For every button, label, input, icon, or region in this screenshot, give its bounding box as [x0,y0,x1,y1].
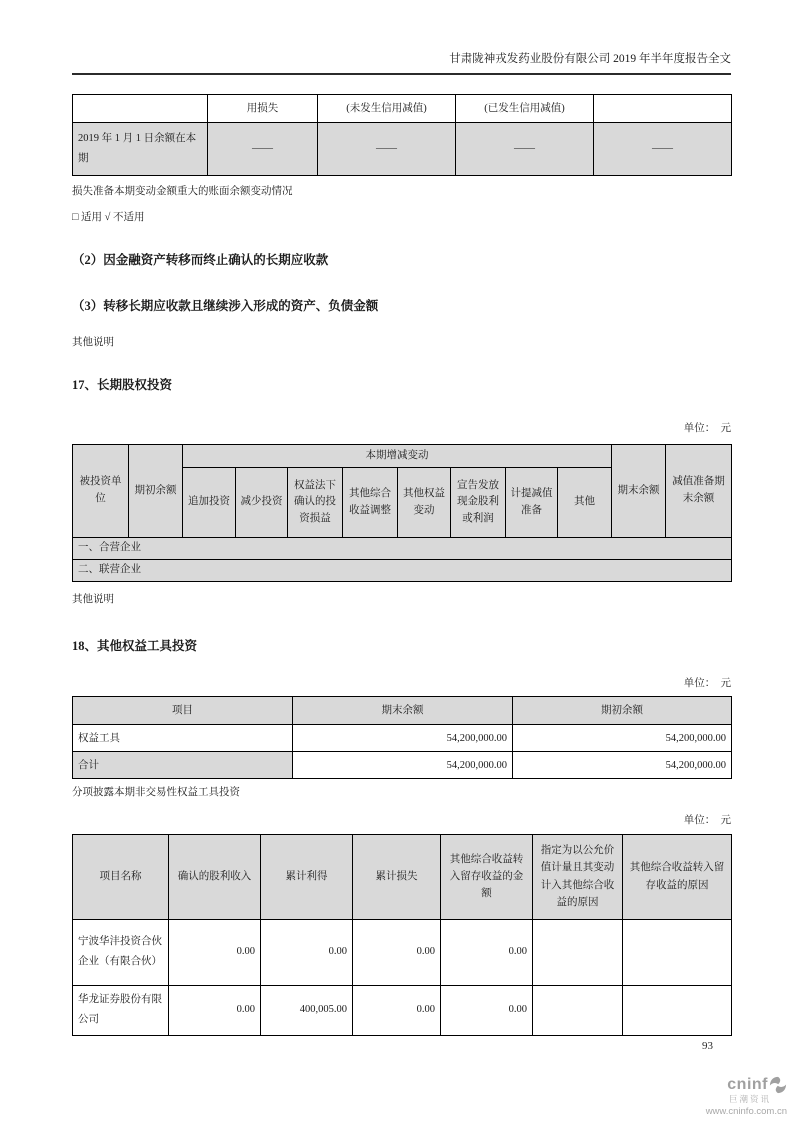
page-header-title: 甘肃陇神戎发药业股份有限公司 2019 年半年度报告全文 [449,53,731,65]
amount-cell: 0.00 [261,919,353,985]
cninfo-swirl-icon [769,1076,787,1094]
cninfo-logo [706,1076,787,1116]
table-header-cell: 其他综合收益转入留存收益的金额 [441,834,533,919]
amount-cell: 54,200,000.00 [293,725,513,752]
table-cell: —— [318,123,456,176]
company-name-cell: 宁波华沣投资合伙企业（有限合伙） [73,919,169,985]
other-note: 其他说明 [72,337,114,349]
empty-cell [533,919,623,985]
amount-cell: 54,200,000.00 [513,752,732,779]
other-equity-instrument-table [72,696,732,779]
amount-cell: 0.00 [169,919,261,985]
table-header-cell: 其他综合收益转入留存收益的原因 [623,834,732,919]
table-header-cell: 权益法下确认的投资损益 [288,468,343,538]
table-header-cell: (未发生信用减值) [318,95,456,123]
section-row: 二、联营企业 [73,560,732,582]
amount-cell: 0.00 [169,985,261,1035]
amount-cell: 0.00 [441,985,533,1035]
amount-cell: 54,200,000.00 [513,725,732,752]
company-name-cell: 华龙证券股份有限公司 [73,985,169,1035]
detail-note: 分项披露本期非交易性权益工具投资 [72,787,240,799]
table-header-cell: 减值准备期末余额 [666,445,732,538]
applicable-line: □ 适用 √ 不适用 [72,212,145,224]
unit-label: 单位： 元 [683,678,731,690]
table-header-cell [73,95,208,123]
table-header-cell: 用损失 [208,95,318,123]
section-17-title: 17、长期股权投资 [72,378,173,393]
other-note: 其他说明 [72,594,114,606]
table-header-group-cell: 本期增减变动 [183,445,612,468]
row-label-cell: 2019 年 1 月 1 日余额在本期 [73,123,208,176]
table-header-cell: 其他综合收益调整 [343,468,398,538]
table-cell: —— [208,123,318,176]
table-header-cell: 追加投资 [183,468,236,538]
section-heading-3: （3）转移长期应收款且继续涉入形成的资产、负债金额 [72,299,379,314]
table-header-cell: 确认的股利收入 [169,834,261,919]
table-header-cell: 期末余额 [612,445,666,538]
table-header-cell: 期末余额 [293,697,513,725]
table-header-cell: 宣告发放现金股利或利润 [451,468,506,538]
empty-cell [623,919,732,985]
table-header-cell: 项目 [73,697,293,725]
table-header-cell: (已发生信用减值) [456,95,594,123]
table-header-cell: 累计利得 [261,834,353,919]
amount-cell: 0.00 [353,985,441,1035]
section-heading-2: （2）因金融资产转移而终止确认的长期应收款 [72,253,329,268]
table-header-cell: 期初余额 [129,445,183,538]
table-header-cell: 其他 [558,468,612,538]
table-header-cell: 被投资单位 [73,445,129,538]
amount-cell: 0.00 [353,919,441,985]
total-label-cell: 合计 [73,752,293,779]
table-cell: —— [456,123,594,176]
cninfo-brand-text: cninf [727,1076,768,1093]
credit-impairment-carryover-table [72,94,732,176]
table-header-cell: 项目名称 [73,834,169,919]
page-number: 93 [702,1040,713,1052]
cninfo-site-url: www.cninfo.com.cn [705,1105,787,1117]
unit-label: 单位： 元 [683,423,731,435]
non-trading-equity-detail-table [72,834,732,1036]
table-header-cell: 计提减值准备 [506,468,558,538]
table-header-cell: 期初余额 [513,697,732,725]
table-header-cell: 减少投资 [236,468,288,538]
cninfo-chinese-name: 巨潮资讯 [728,1094,771,1104]
row-label-cell: 权益工具 [73,725,293,752]
amount-cell: 400,005.00 [261,985,353,1035]
empty-cell [623,985,732,1035]
loss-reserve-note: 损失准备本期变动金额重大的账面余额变动情况 [72,186,293,197]
table-header-cell: 其他权益变动 [398,468,451,538]
amount-cell: 54,200,000.00 [293,752,513,779]
table-header-cell: 指定为以公允价值计量且其变动计入其他综合收益的原因 [533,834,623,919]
table-header-cell [594,95,732,123]
amount-cell: 0.00 [441,919,533,985]
table-header-cell: 累计损失 [353,834,441,919]
page-header [72,0,731,75]
section-18-title: 18、其他权益工具投资 [72,639,198,654]
long-term-equity-investment-table [72,444,732,582]
table-cell: —— [594,123,732,176]
unit-label: 单位： 元 [683,814,731,826]
empty-cell [533,985,623,1035]
section-row: 一、合营企业 [73,538,732,560]
